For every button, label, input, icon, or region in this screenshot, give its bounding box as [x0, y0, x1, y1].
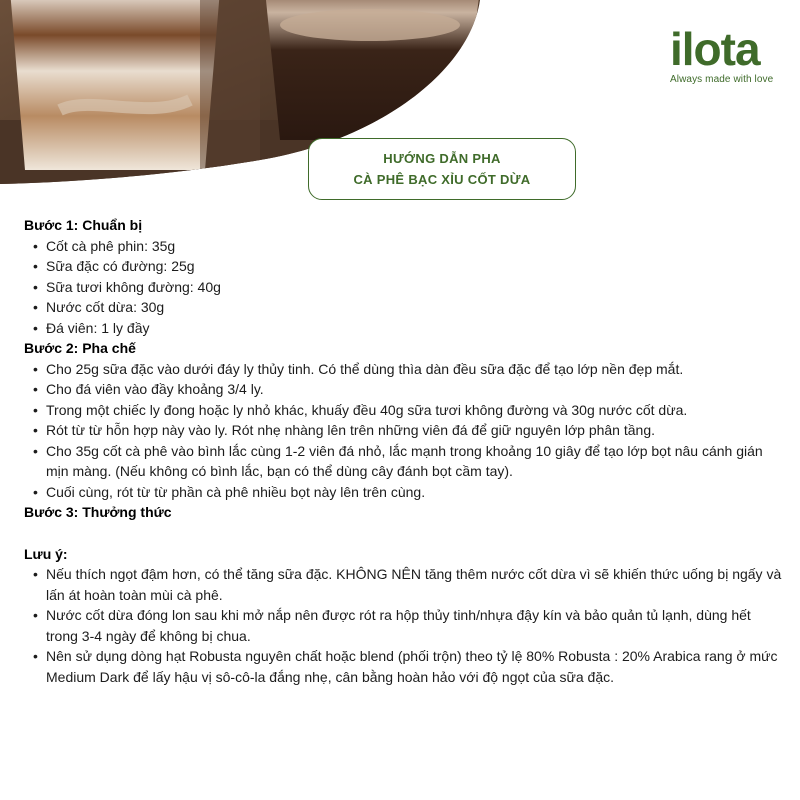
brand-logo: [670, 23, 780, 85]
list-item: • Nước cốt dừa: 30g: [46, 297, 784, 318]
steps-list: [24, 359, 784, 503]
list-item: • Cho 25g sữa đặc vào dưới đáy ly thủy tinh. Có thể dùng thìa dàn đều sữa đặc để tạo lớp nền đẹp mắt.: [46, 359, 784, 380]
recipe-content: [24, 215, 784, 687]
spacer: [24, 523, 784, 544]
list-item: • Đá viên: 1 ly đầy: [46, 318, 784, 339]
brand-tagline: Always made with love: [670, 74, 774, 85]
list-item: • Cho 35g cốt cà phê vào bình lắc cùng 1-2 viên đá nhỏ, lắc mạnh trong khoảng 10 giây để tạo lớp bọt nâu cánh gián mịn màng. (Nếu không có bình lắc, bạn có thể dùng cây đánh bọt cầm tay).: [46, 441, 784, 482]
section-heading-brew: Bước 2: Pha chế: [24, 340, 136, 356]
list-item: • Cuối cùng, rót từ từ phần cà phê nhiều bọt này lên trên cùng.: [46, 482, 784, 503]
list-item: • Sữa đặc có đường: 25g: [46, 256, 784, 277]
brand-name: ilota: [670, 23, 760, 75]
section-heading-notes: Lưu ý:: [24, 545, 68, 562]
list-item: • Cốt cà phê phin: 35g: [46, 236, 784, 257]
title-box: [308, 138, 576, 200]
list-item: • Nên sử dụng dòng hạt Robusta nguyên chất hoặc blend (phối trộn) theo tỷ lệ 80% Robusta : 20% Arabica rang ở mức Medium Dark để lấy hậu vị sô-cô-la đắng nhẹ, cân bằng hoàn hảo với độ ngọt của sữa đặc.: [46, 646, 784, 687]
ingredient-list: [24, 236, 784, 339]
list-item: • Nước cốt dừa đóng lon sau khi mở nắp nên được rót ra hộp thủy tinh/nhựa đậy kín và bảo quản tủ lạnh, dùng hết trong 3-4 ngày để không bị chua.: [46, 605, 784, 646]
list-item: • Cho đá viên vào đầy khoảng 3/4 ly.: [46, 379, 784, 400]
list-item: • Rót từ từ hỗn hợp này vào ly. Rót nhẹ nhàng lên trên những viên đá để giữ nguyên lớp phân tầng.: [46, 420, 784, 441]
title-line-1: HƯỚNG DẪN PHA: [383, 151, 501, 166]
list-item: • Nếu thích ngọt đậm hơn, có thể tăng sữa đặc. KHÔNG NÊN tăng thêm nước cốt dừa vì sẽ khiến thức uống bị ngấy và lấn át hoàn toàn mùi cà phê.: [46, 564, 784, 605]
list-item: • Sữa tươi không đường: 40g: [46, 277, 784, 298]
section-heading-enjoy: Bước 3: Thưởng thức: [24, 504, 172, 520]
notes-list: [24, 564, 784, 687]
title-line-2: CÀ PHÊ BẠC XỈU CỐT DỪA: [353, 172, 531, 187]
section-heading-prepare: Bước 1: Chuẩn bị: [24, 217, 143, 233]
list-item: • Trong một chiếc ly đong hoặc ly nhỏ khác, khuấy đều 40g sữa tươi không đường và 30g nước cốt dừa.: [46, 400, 784, 421]
